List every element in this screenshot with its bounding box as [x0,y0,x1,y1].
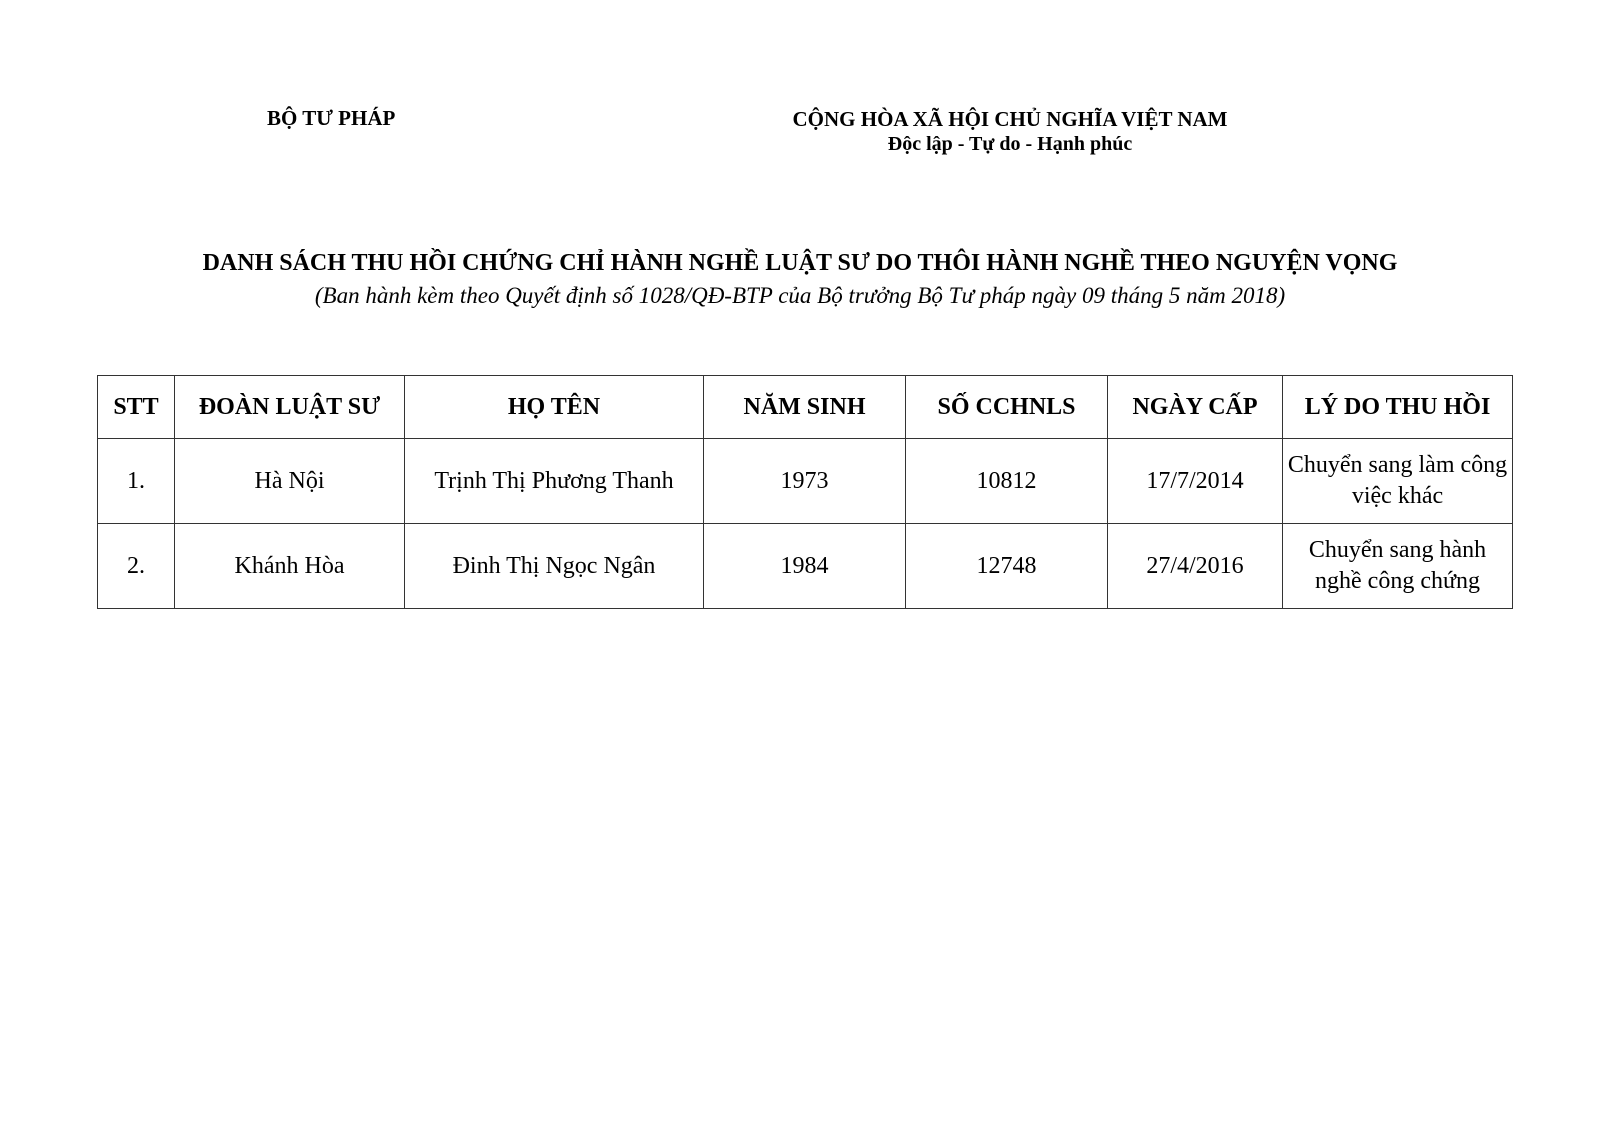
document-title: DANH SÁCH THU HỒI CHỨNG CHỈ HÀNH NGHỀ LUẬT SƯ DO THÔI HÀNH NGHỀ THEO NGUYỆN VỌNG [202,250,1398,276]
column-header-certificate-no: SỐ CCHNLS [906,376,1108,439]
document-subtitle: (Ban hành kèm theo Quyết định số 1028/QĐ-BTP của Bộ trưởng Bộ Tư pháp ngày 09 tháng 5 năm 2018) [314,283,1286,308]
table-row [98,524,1513,609]
cell-issue-date: 17/7/2014 [1108,439,1283,524]
cell-reason: Chuyển sang làm công việc khác [1283,439,1513,524]
national-heading [760,106,1260,156]
column-header-birth-year: NĂM SINH [704,376,906,439]
cell-birth-year: 1984 [704,524,906,609]
ministry-name: BỘ TƯ PHÁP [267,106,396,130]
column-header-stt: STT [98,376,175,439]
cell-certificate-no: 12748 [906,524,1108,609]
cell-stt: 2. [98,524,175,609]
cell-reason: Chuyển sang hành nghề công chứng [1283,524,1513,609]
revocation-table [97,375,1513,609]
cell-birth-year: 1973 [704,439,906,524]
column-header-issue-date: NGÀY CẤP [1108,376,1283,439]
column-header-bar-association: ĐOÀN LUẬT SƯ [175,376,405,439]
cell-issue-date: 27/4/2016 [1108,524,1283,609]
cell-full-name: Trịnh Thị Phương Thanh [405,439,704,524]
table-row [98,439,1513,524]
column-header-reason: LÝ DO THU HỒI [1283,376,1513,439]
table-header-row [98,376,1513,439]
republic-name: CỘNG HÒA XÃ HỘI CHỦ NGHĨA VIỆT NAM [792,107,1228,131]
cell-stt: 1. [98,439,175,524]
cell-full-name: Đinh Thị Ngọc Ngân [405,524,704,609]
cell-bar-association: Hà Nội [175,439,405,524]
cell-bar-association: Khánh Hòa [175,524,405,609]
column-header-full-name: HỌ TÊN [405,376,704,439]
cell-certificate-no: 10812 [906,439,1108,524]
national-motto: Độc lập - Tự do - Hạnh phúc [887,133,1133,155]
